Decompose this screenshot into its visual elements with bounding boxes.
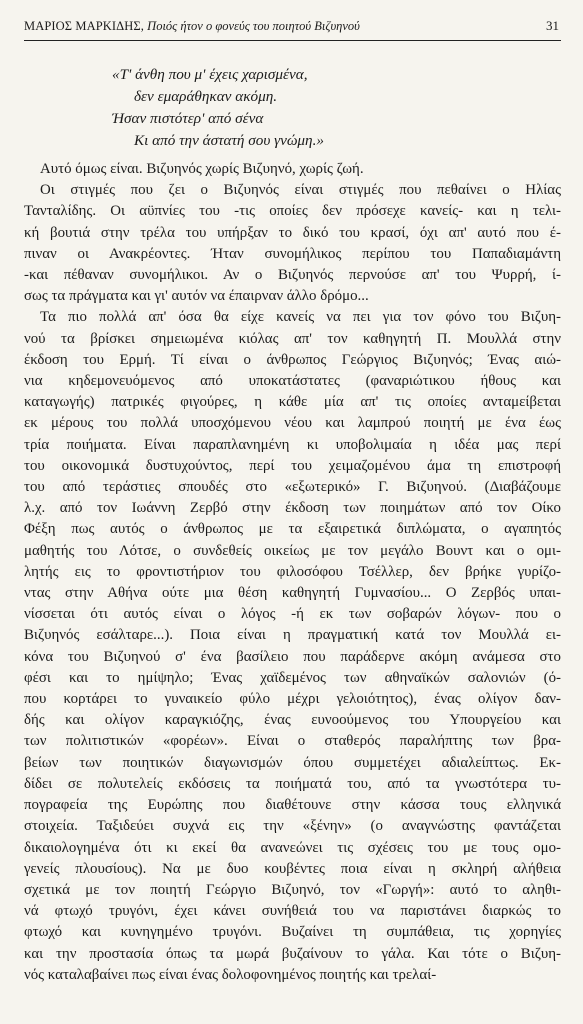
text-line: φέσι και το ημίψηλο; Ένας χαϊδεμένος των αθηναϊκών σαλονιών (ό- xyxy=(24,669,561,686)
text-line: του οικονομικά δυστυχούντος, περί του χειμαζομένου άμα τη επιστροφή xyxy=(24,457,561,474)
text-line: του από τεράστιες σπουδές στο «εξωτερικό» Γ. Βιζυηνού. (Διαβάζουμε xyxy=(24,479,561,496)
text-line: εκ μέρους του πολλά υποσχόμενου νέου και λαμπρού ποιητή με ένα έως xyxy=(24,415,561,432)
text-line: Αυτό όμως είναι. Βιζυηνός χωρίς Βιζυηνό, χωρίς ζωή. xyxy=(40,161,364,177)
text-line: νός καταλαβαίνει πως είναι ένας δολοφονημένος ποιητής και τρελαί- xyxy=(24,966,437,983)
text-line: κή βουτιά στην τρέλα του υπήρξαν το δικό του κρασί, όχι απ' αυτό που έ- xyxy=(24,224,561,241)
header-title: Ποιός ήτον ο φονεύς του ποιητού Βιζυηνού xyxy=(147,19,360,33)
running-header xyxy=(24,18,561,41)
text-line: φτωχό και κυνηγημένο τρυγόνι. Βυζαίνει τη συμπάθεια, τις χορηγίες xyxy=(24,924,561,941)
text-line: νια κηδεμονευόμενος από υποκατάστατες (φαναριώτικου ήθους και xyxy=(24,373,561,390)
paragraph xyxy=(24,307,561,986)
text-line: -και πέθαναν συνομήλικοι. Αν ο Βιζυηνός περνούσε απ' του Ψυρρή, ί- xyxy=(24,267,561,284)
text-line: Φέξη πως αυτός ο άνθρωπος με τα εξαιρετικά διπλώματα, ο αγαπητός xyxy=(24,521,561,538)
text-line: έκδοση του Ερμή. Τί είναι ο άνθρωπος Γεώργιος Βιζυηνός; Ένας αιώ- xyxy=(24,351,561,368)
paragraph xyxy=(24,180,561,307)
poem-line: Ήσαν πιστότερ' από σένα xyxy=(112,110,264,127)
text-line: ντας στην Αθήνα ούτε μια θέση καθηγητή Γυμνασίου... Ο Ζερβός υπαι- xyxy=(24,585,561,602)
text-line: νά φτωχό τρυγόνι, έχει κάνει συνήθειά του να παριστάνει διαρκώς το xyxy=(24,903,561,920)
poem-line: «Τ' άνθη που μ' έχεις χαρισμένα, xyxy=(112,66,308,83)
text-line: Τανταλίδης. Οι αϋπνίες του -τις οποίες δεν πρόσεχε κανείς- και η τελι- xyxy=(24,203,561,220)
text-line: των πολιτιστικών «φορέων». Είναι ο σταθερός παραλήπτης των βρα- xyxy=(24,733,561,750)
text-line: καταγωγής) πατρικές φιγούρες, η κάθε μία απ' τις οποίες ανταμείβεται xyxy=(24,394,561,411)
text-line: κόνα του Βιζυηνού σ' ένα βασίλειο που παράδερνε ακόμη ανάμεσα στο xyxy=(24,648,561,665)
text-line: βείων των ποιητικών διαγωνισμών όπου συμμετέχει αδιαλείπτως. Εκ- xyxy=(24,754,561,771)
page-number: 31 xyxy=(546,18,559,33)
text-line: γενείς πλουσίους). Να με δυο κουβέντες ποια είναι η σκληρή αλήθεια xyxy=(24,860,561,877)
text-line: και την προστασία όπως τα μωρά βυζαίνουν το γάλα. Και τότε ο Βιζυη- xyxy=(24,945,561,962)
text-line: τρία ποιήματα. Είναι παραπλανημένη κι υποβολιμαία η ιδέα μας περί xyxy=(24,436,561,453)
text-line: σως τα πράγματα και γι' αυτόν να έπαιρναν άλλο δρόμο... xyxy=(24,288,369,305)
text-line: δής και ολίγον καραγκιόζης, ένας ευνοούμενος του Υπουργείου και xyxy=(24,712,561,729)
text-line: λητής εις το φροντιστήριον του φιλοσόφου Τσέλλερ, δεν βρήκε γυρίζο- xyxy=(24,563,561,580)
body-text xyxy=(24,159,561,986)
text-line: δικαιολογημένα ότι κι εκεί θα ανανεώνει τις σχέσεις του με τους ομο- xyxy=(24,839,561,856)
text-line: νίσσεται ότι αυτός είναι ο λόγος -ή εκ των σοβαρών λόγων- που ο xyxy=(24,606,561,623)
text-line: δίδει σε πολυτελείς εκδόσεις τα ποιήματά του, από τα γνωστότερα τυ- xyxy=(24,775,561,792)
text-line: μαθητής του Λότσε, ο συνδεθείς οικείως με τον μεγάλο Βουντ και ο ομι- xyxy=(24,542,561,559)
paragraph xyxy=(24,159,561,180)
text-line: στοιχεία. Ταξιδεύει συχνά εις την «ξένην» (ο αναγνώστης φαντάζεται xyxy=(24,818,561,835)
text-line: Οι στιγμές που ζει ο Βιζυηνός είναι στιγμές που πεθαίνει ο Ηλίας xyxy=(40,182,561,199)
poem-line: δεν εμαράθηκαν ακόμη. xyxy=(134,88,278,105)
text-line: Τα πιο πολλά απ' όσα θα είχε κανείς να πει για τον φόνο του Βιζυη- xyxy=(40,309,561,326)
text-line: πιναν οι Ανακρέοντες. Ήταν συνομήλικος περίπου του Παπαδιαμάντη xyxy=(24,245,561,262)
text-line: που κορτάρει το γυναικείο φύλο μέχρι γελοιότητος), ένας ολίγον δαν- xyxy=(24,691,561,708)
text-line: νού τα βρίσκει σημειωμένα κιόλας απ' τον καθηγητή Π. Μουλλά στην xyxy=(24,330,561,347)
text-line: Βιζυηνός εσάλταρε...). Ποια είναι η πραγματική κατά τον Μουλλά ει- xyxy=(24,627,561,644)
header-author: ΜΑΡΙΟΣ ΜΑΡΚΙΔΗΣ, xyxy=(24,19,145,33)
poem-line: Κι από την άστατή σου γνώμη.» xyxy=(134,132,324,149)
text-line: λ.χ. από τον Ιωάννη Ζερβό στην έκδοση των ποιημάτων από τον Οίκο xyxy=(24,500,561,517)
text-line: σχετικά με τον ποιητή Γεώργιο Βιζυηνό, τον «Γωργή»: αυτό το αληθι- xyxy=(24,881,561,898)
poem-quote xyxy=(112,64,324,152)
text-line: πογραφεία της Ευρώπης που διαθέτουνε στην κάσσα τους ελληνικά xyxy=(24,797,561,814)
